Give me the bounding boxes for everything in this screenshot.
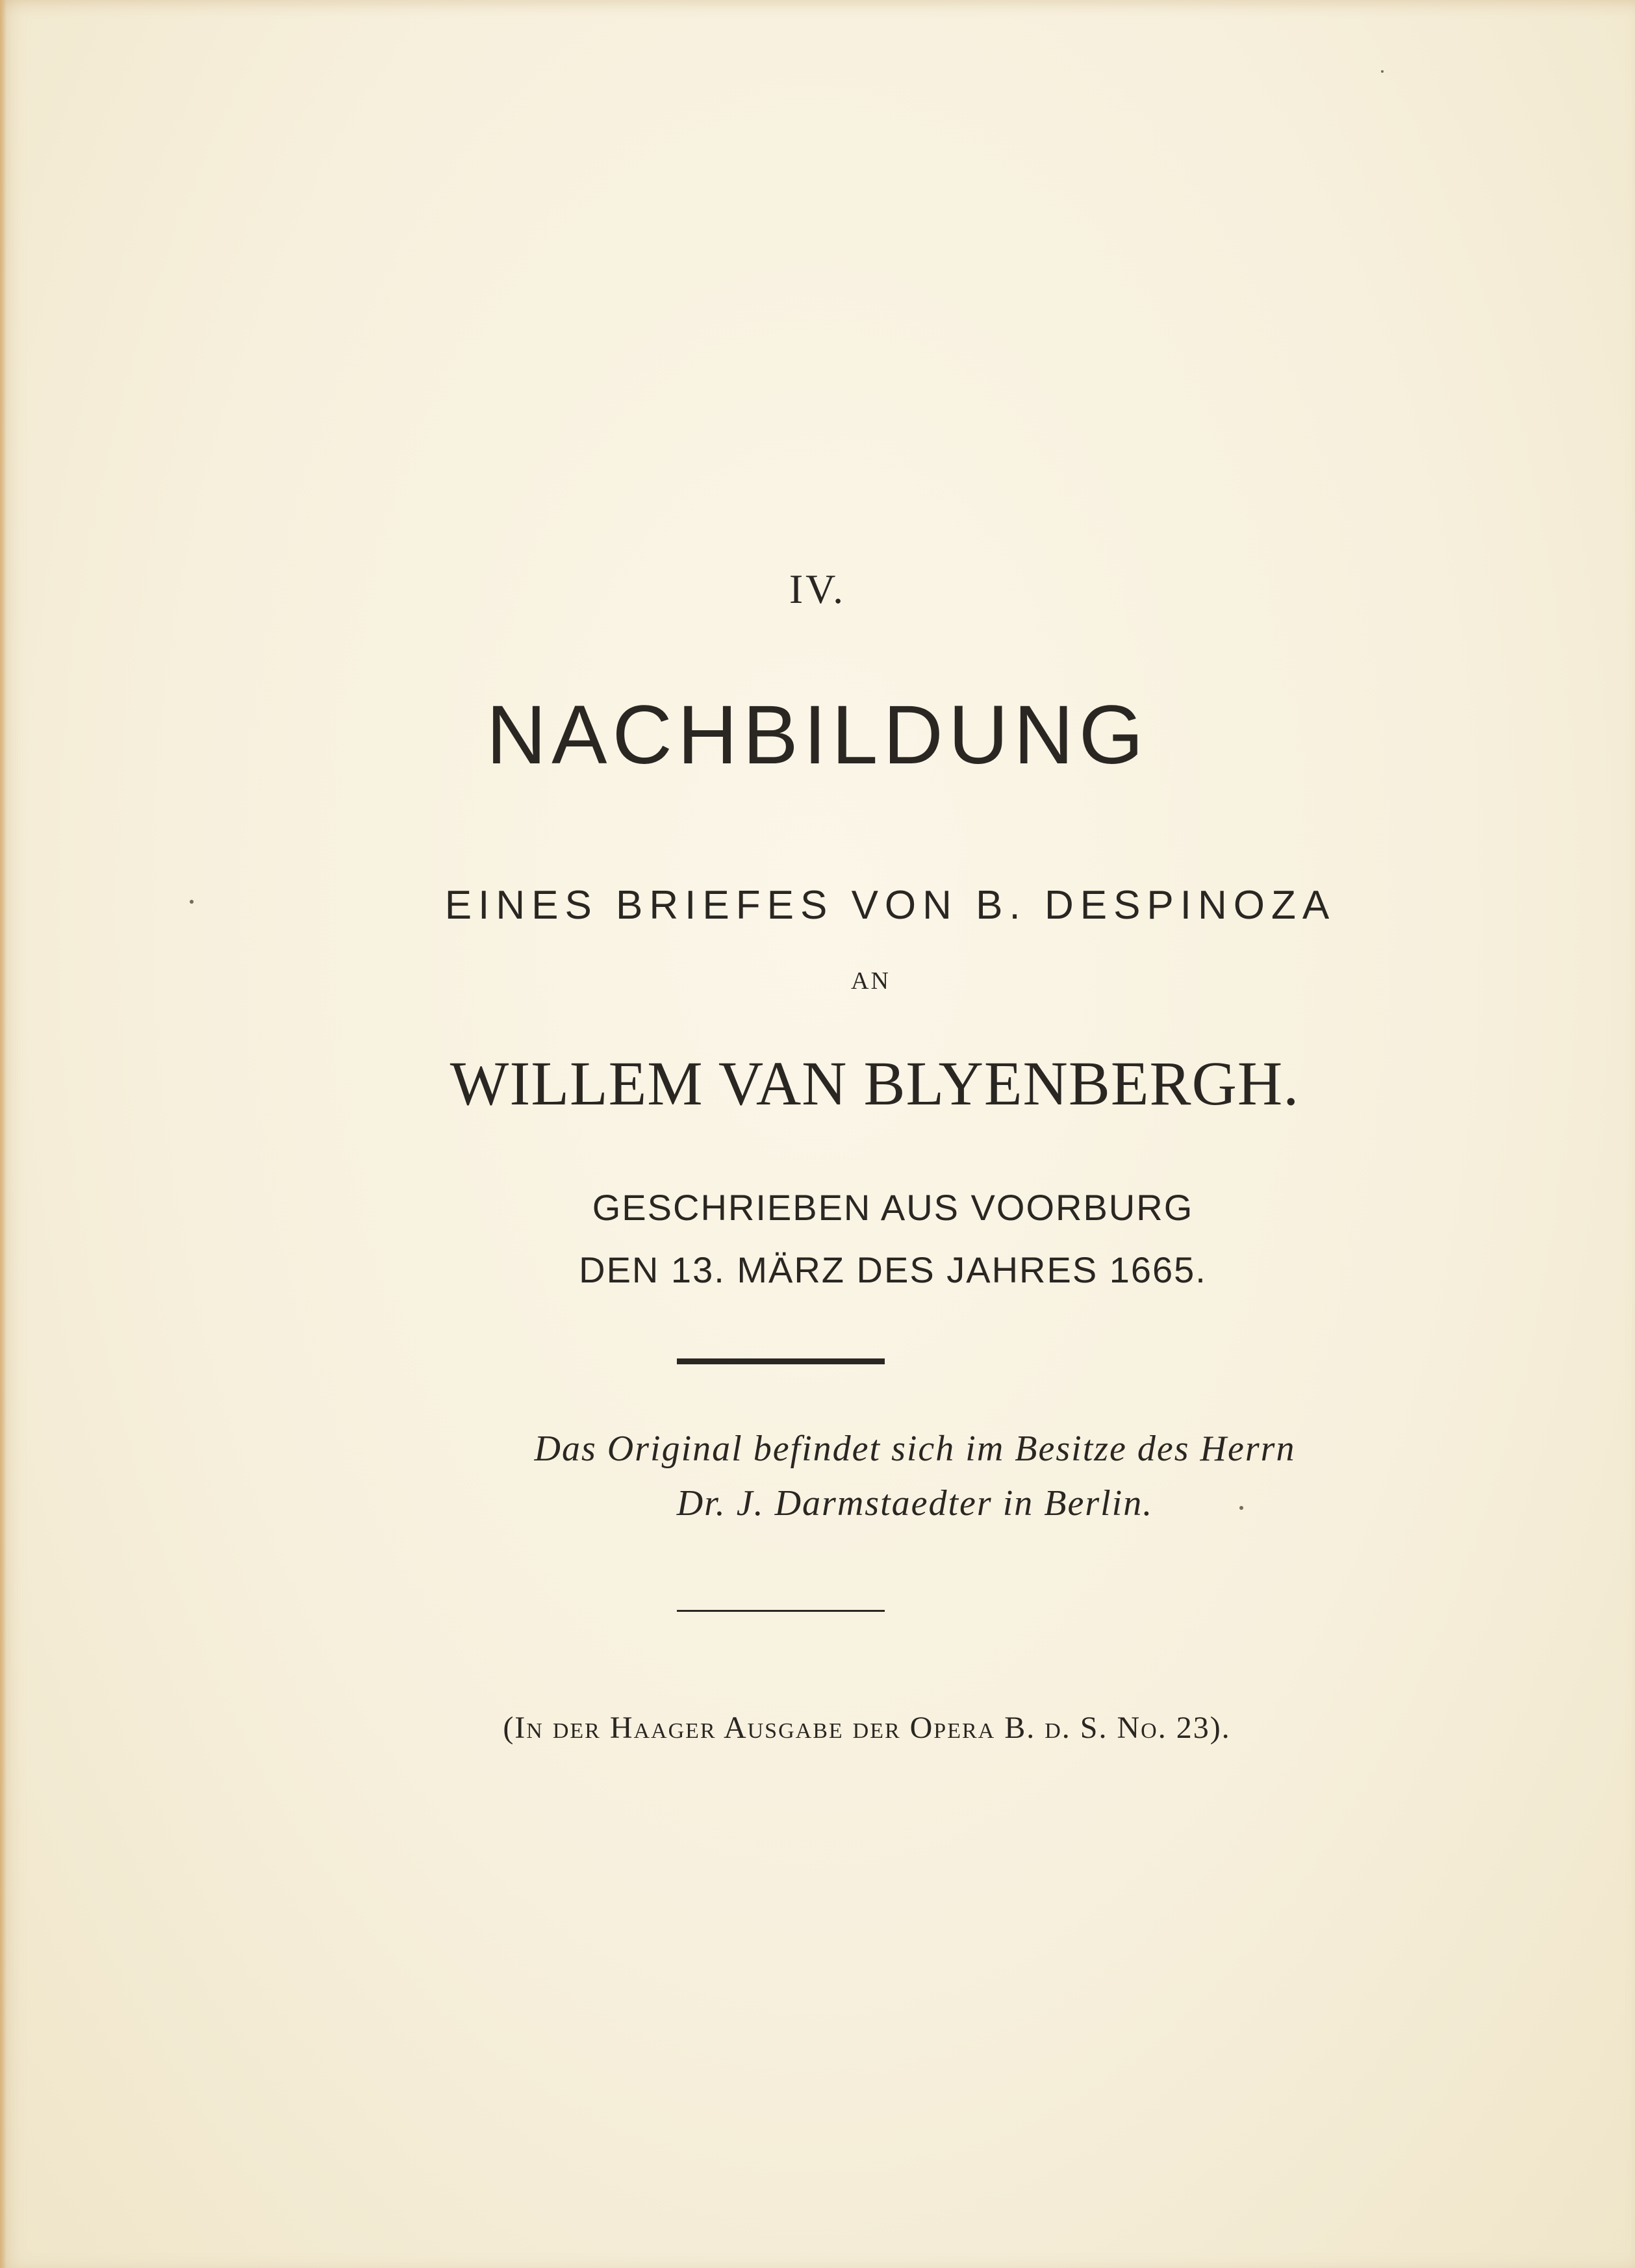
ink-speck	[190, 900, 194, 904]
divider-thin	[677, 1610, 885, 1612]
subtitle: EINES BRIEFES VON B. DESPINOZA	[444, 883, 1336, 928]
written-date: DEN 13. MÄRZ DES JAHRES 1665.	[579, 1249, 1207, 1290]
page-title: NACHBILDUNG	[486, 689, 1149, 782]
original-note-line2: Dr. J. Darmstaedter in Berlin.	[676, 1483, 1154, 1523]
recipient-name: WILLEM VAN BLYENBERGH.	[450, 1049, 1300, 1118]
written-place: GESCHRIEBEN AUS VOORBURG	[592, 1187, 1194, 1228]
divider-thick	[677, 1358, 885, 1364]
page-edge-stain	[0, 0, 6, 2268]
connector-word: AN	[851, 967, 891, 995]
edition-note: (In der Haager Ausgabe der Opera B. d. S. No. 23).	[503, 1711, 1231, 1745]
section-numeral: IV.	[789, 566, 846, 612]
original-note-line1: Das Original befindet sich im Besitze des Herrn	[534, 1429, 1296, 1469]
ink-speck	[1239, 1506, 1243, 1510]
ink-speck	[1381, 70, 1384, 73]
